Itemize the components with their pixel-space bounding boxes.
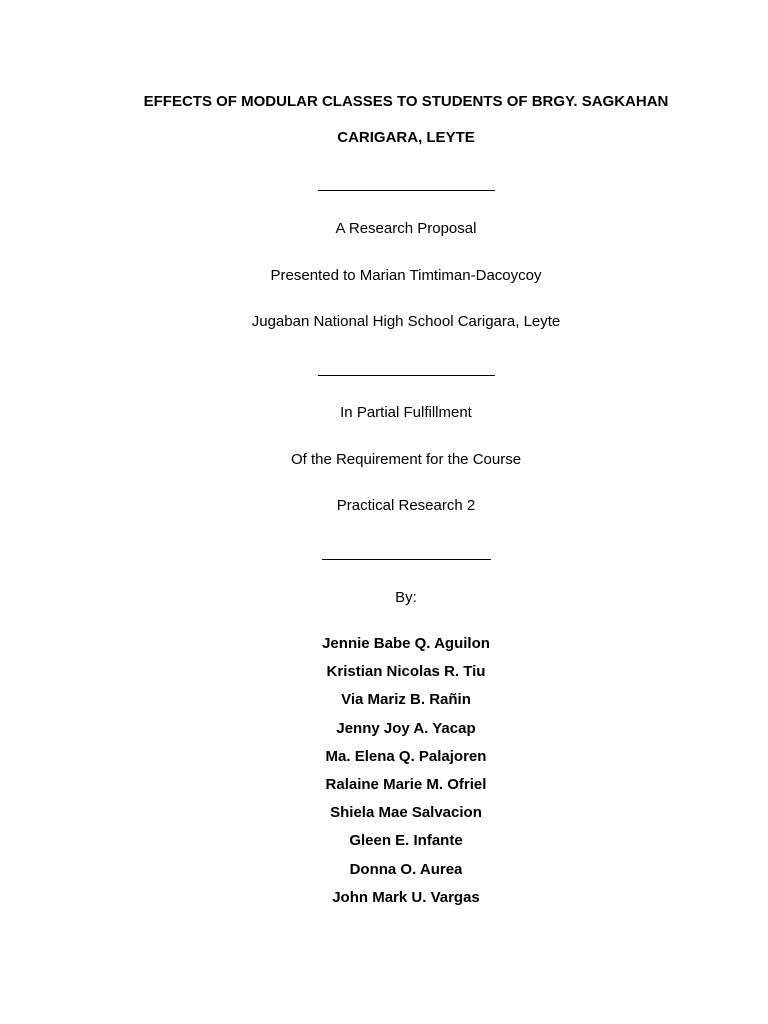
- title-line-1: EFFECTS OF MODULAR CLASSES TO STUDENTS OF BRGY. SAGKAHAN: [143, 93, 669, 110]
- author-name: Ma. Elena Q. Palajoren: [325, 747, 487, 765]
- author-name: Ralaine Marie M. Ofriel: [325, 775, 487, 793]
- fulfillment-line-2: Of the Requirement for the Course: [290, 451, 522, 468]
- author-name: Via Mariz B. Rañin: [341, 691, 471, 709]
- title-line-2: CARIGARA, LEYTE: [337, 129, 475, 146]
- fulfillment-line-1: In Partial Fulfillment: [340, 404, 472, 421]
- author-name: Shiela Mae Salvacion: [330, 804, 482, 822]
- author-list: [0, 634, 768, 916]
- author-name: Kristian Nicolas R. Tiu: [326, 663, 486, 681]
- divider-2: [318, 375, 495, 376]
- presented-to: Presented to Marian Timtiman-Dacoycoy: [270, 267, 542, 284]
- author-name: Gleen E. Infante: [349, 832, 463, 850]
- author-name: Donna O. Aurea: [349, 860, 463, 878]
- proposal-type: A Research Proposal: [335, 220, 477, 237]
- author-name: John Mark U. Vargas: [332, 888, 480, 906]
- author-name: Jennie Babe Q. Aguilon: [322, 635, 490, 652]
- school-name: Jugaban National High School Carigara, Leyte: [251, 313, 561, 330]
- author-name: Jenny Joy A. Yacap: [336, 719, 476, 737]
- divider-3: [322, 559, 491, 560]
- divider-1: [318, 190, 495, 191]
- by-label: By:: [395, 589, 417, 606]
- course-name: Practical Research 2: [336, 497, 476, 514]
